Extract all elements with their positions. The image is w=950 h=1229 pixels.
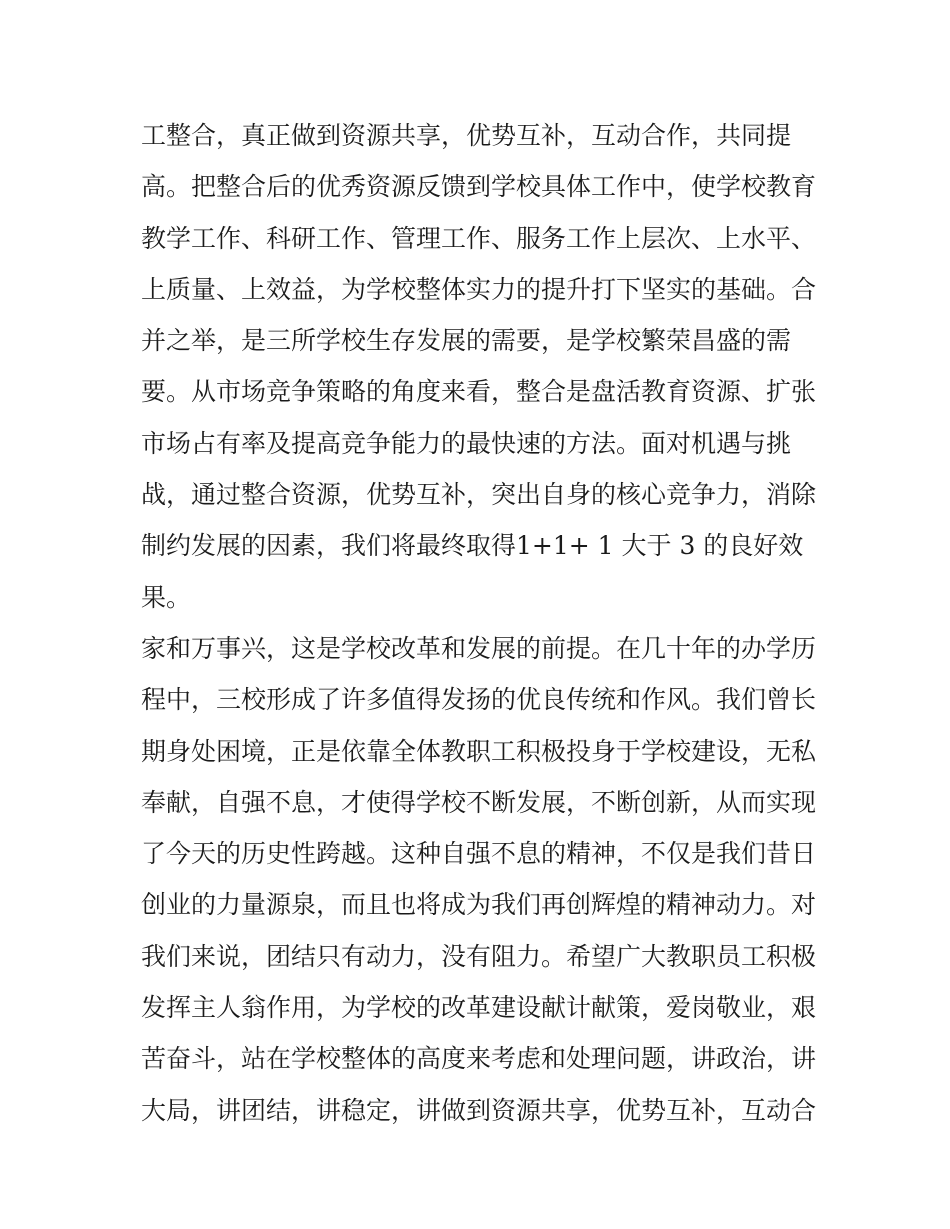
text-line: 家和万事兴，这是学校改革和发展的前提。在几十年的办学历	[141, 634, 817, 663]
text-line: 工整合，真正做到资源共享，优势互补，互动合作，共同提	[141, 121, 792, 150]
text-line: 了今天的历史性跨越。这种自强不息的精神，不仅是我们昔日	[141, 839, 817, 869]
text-line: 高。把整合后的优秀资源反馈到学校具体工作中，使学校教育	[141, 172, 817, 202]
text-line: 创业的力量源泉，而且也将成为我们再创辉煌的精神动力。对	[141, 890, 817, 920]
text-line: 我们来说，团结只有动力，没有阻力。希望广大教职员工积极	[141, 941, 817, 971]
text-line: 上质量、上效益，为学校整体实力的提升打下坚实的基础。合	[141, 274, 817, 304]
text-line: 程中，三校形成了许多值得发扬的优良传统和作风。我们曾长	[141, 685, 817, 715]
text-line: 市场占有率及提高竞争能力的最快速的方法。面对机遇与挑	[141, 428, 792, 458]
text-line: 战，通过整合资源，优势互补，突出自身的核心竞争力，消除	[141, 480, 817, 510]
paragraph-1	[141, 110, 821, 623]
text-line: 大局，讲团结，讲稳定，讲做到资源共享，优势互补，互动合	[141, 1095, 817, 1125]
paragraph-2	[141, 623, 821, 1136]
text-line: 发挥主人翁作用，为学校的改革建设献计献策，爱岗敬业，艰	[141, 993, 817, 1023]
text-line: 奉献，自强不息，才使得学校不断发展，不断创新，从而实现	[141, 787, 817, 817]
text-line: 苦奋斗，站在学校整体的高度来考虑和处理问题，讲政治，讲	[141, 1044, 817, 1074]
text-line: 制约发展的因素，我们将最终取得1+1+ 1 大于 3 的良好效	[141, 531, 804, 561]
text-line: 果。	[141, 582, 192, 612]
text-line: 要。从市场竞争策略的角度来看，整合是盘活教育资源、扩张	[141, 377, 817, 407]
text-line: 期身处困境，正是依靠全体教职工积极投身于学校建设，无私	[141, 736, 817, 766]
text-line: 教学工作、科研工作、管理工作、服务工作上层次、上水平、	[141, 223, 817, 253]
text-line: 并之举，是三所学校生存发展的需要，是学校繁荣昌盛的需	[141, 326, 792, 356]
